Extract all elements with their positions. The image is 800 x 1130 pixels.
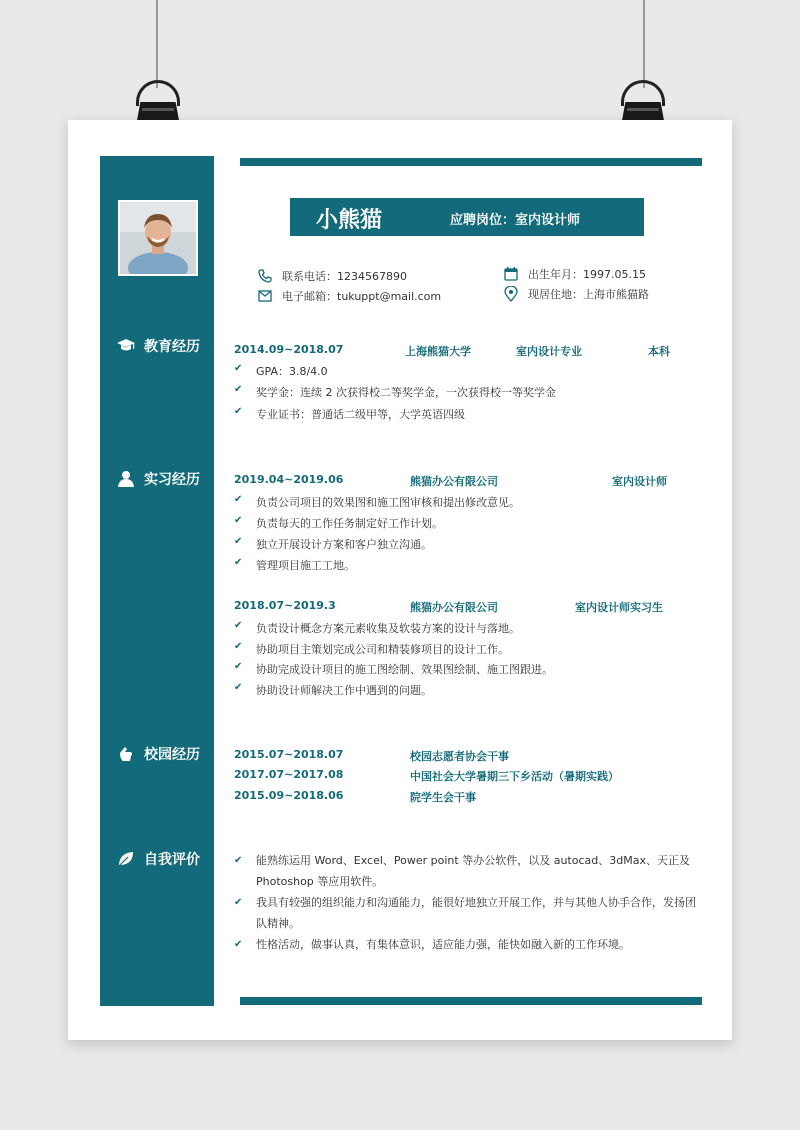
position-applied: 应聘岗位：室内设计师 [450,213,581,228]
contact-address: 现居住地：上海市熊猫路 [504,286,649,302]
section-title-education: 教育经历 [144,339,200,355]
graduation-cap-icon [116,337,136,355]
list-item: ✔ GPA：3.8/4.0 [234,363,328,378]
check-icon: ✔ [234,515,243,526]
section-title-self: 自我评价 [144,852,200,868]
hanging-string-left [156,0,158,88]
contact-birth: 出生年月：1997.05.15 [504,266,646,282]
hanging-string-right [643,0,645,88]
list-item: ✔ 负责公司项目的效果图和施工图审核和提出修改意见。 [234,494,520,509]
internship-company: 熊猫办公有限公司 [410,601,498,614]
candidate-name: 小熊猫 [316,208,383,233]
internship-company: 熊猫办公有限公司 [410,475,498,488]
check-icon: ✔ [234,557,243,568]
campus-date: 2015.09~2018.06 [234,789,344,802]
check-icon: ✔ [234,536,243,547]
list-item: ✔ 协助项目主策划完成公司和精装修项目的设计工作。 [234,641,509,656]
person-icon [116,470,136,488]
list-item: ✔ 我具有较强的组织能力和沟通能力，能很好地独立开展工作，并与其他人协手合作，发扬团队精神。 [234,892,704,934]
leaf-icon [116,850,136,868]
section-title-internship: 实习经历 [144,472,200,488]
check-icon: ✔ [234,682,243,693]
section-heading-education [116,336,200,356]
location-icon [504,286,518,302]
check-icon: ✔ [234,939,243,950]
mail-icon [258,290,272,302]
list-item: ✔ 协助完成设计项目的施工图绘制、效果图绘制、施工图跟进。 [234,661,553,676]
check-icon: ✔ [234,897,243,908]
list-item: ✔ 协助设计师解决工作中遇到的问题。 [234,682,432,697]
contact-phone: 联系电话：1234567890 [258,268,407,284]
section-heading-self [116,849,200,869]
education-date: 2014.09~2018.07 [234,343,344,356]
top-accent-bar [240,158,702,166]
campus-title: 校园志愿者协会干事 [410,750,509,763]
avatar [118,200,198,276]
check-icon: ✔ [234,384,243,395]
list-item: ✔ 能熟练运用 Word、Excel、Power point 等办公软件，以及 autocad、3dMax、天正及 Photoshop 等应用软件。 [234,850,704,892]
list-item: ✔ 专业证书：普通话二级甲等，大学英语四级 [234,406,465,421]
check-icon: ✔ [234,641,243,652]
internship-date: 2019.04~2019.06 [234,473,344,486]
check-icon: ✔ [234,494,243,505]
section-heading-campus [116,744,200,764]
education-degree: 本科 [648,345,670,358]
education-major: 室内设计专业 [516,345,582,358]
resume-page [68,120,732,1040]
list-item: ✔ 负责设计概念方案元素收集及软装方案的设计与落地。 [234,620,520,635]
list-item: ✔ 管理项目施工工地。 [234,557,355,572]
check-icon: ✔ [234,363,243,374]
phone-icon [258,269,272,283]
check-icon: ✔ [234,661,243,672]
check-icon: ✔ [234,406,243,417]
campus-date: 2017.07~2017.08 [234,768,344,781]
list-item: ✔ 独立开展设计方案和客户独立沟通。 [234,536,432,551]
campus-title: 院学生会干事 [410,791,476,804]
name-banner [290,198,644,236]
hand-icon [116,745,136,763]
list-item: ✔ 性格活动，做事认真，有集体意识，适应能力强，能快如融入新的工作环境。 [234,934,704,955]
education-school: 上海熊猫大学 [405,345,471,358]
section-title-campus: 校园经历 [144,747,200,763]
bottom-accent-bar [240,997,702,1005]
list-item: ✔ 负责每天的工作任务制定好工作计划。 [234,515,443,530]
check-icon: ✔ [234,620,243,631]
contact-email: 电子邮箱：tukuppt@mail.com [258,288,441,304]
list-item: ✔ 奖学金：连续 2 次获得校二等奖学金，一次获得校一等奖学金 [234,384,556,399]
internship-date: 2018.07~2019.3 [234,599,336,612]
campus-title: 中国社会大学暑期三下乡活动（暑期实践） [410,770,619,783]
campus-date: 2015.07~2018.07 [234,748,344,761]
internship-role: 室内设计师 [612,475,667,488]
check-icon: ✔ [234,855,243,866]
calendar-icon [504,267,518,281]
section-heading-internship [116,469,200,489]
internship-role: 室内设计师实习生 [575,601,663,614]
sidebar [100,156,214,1006]
